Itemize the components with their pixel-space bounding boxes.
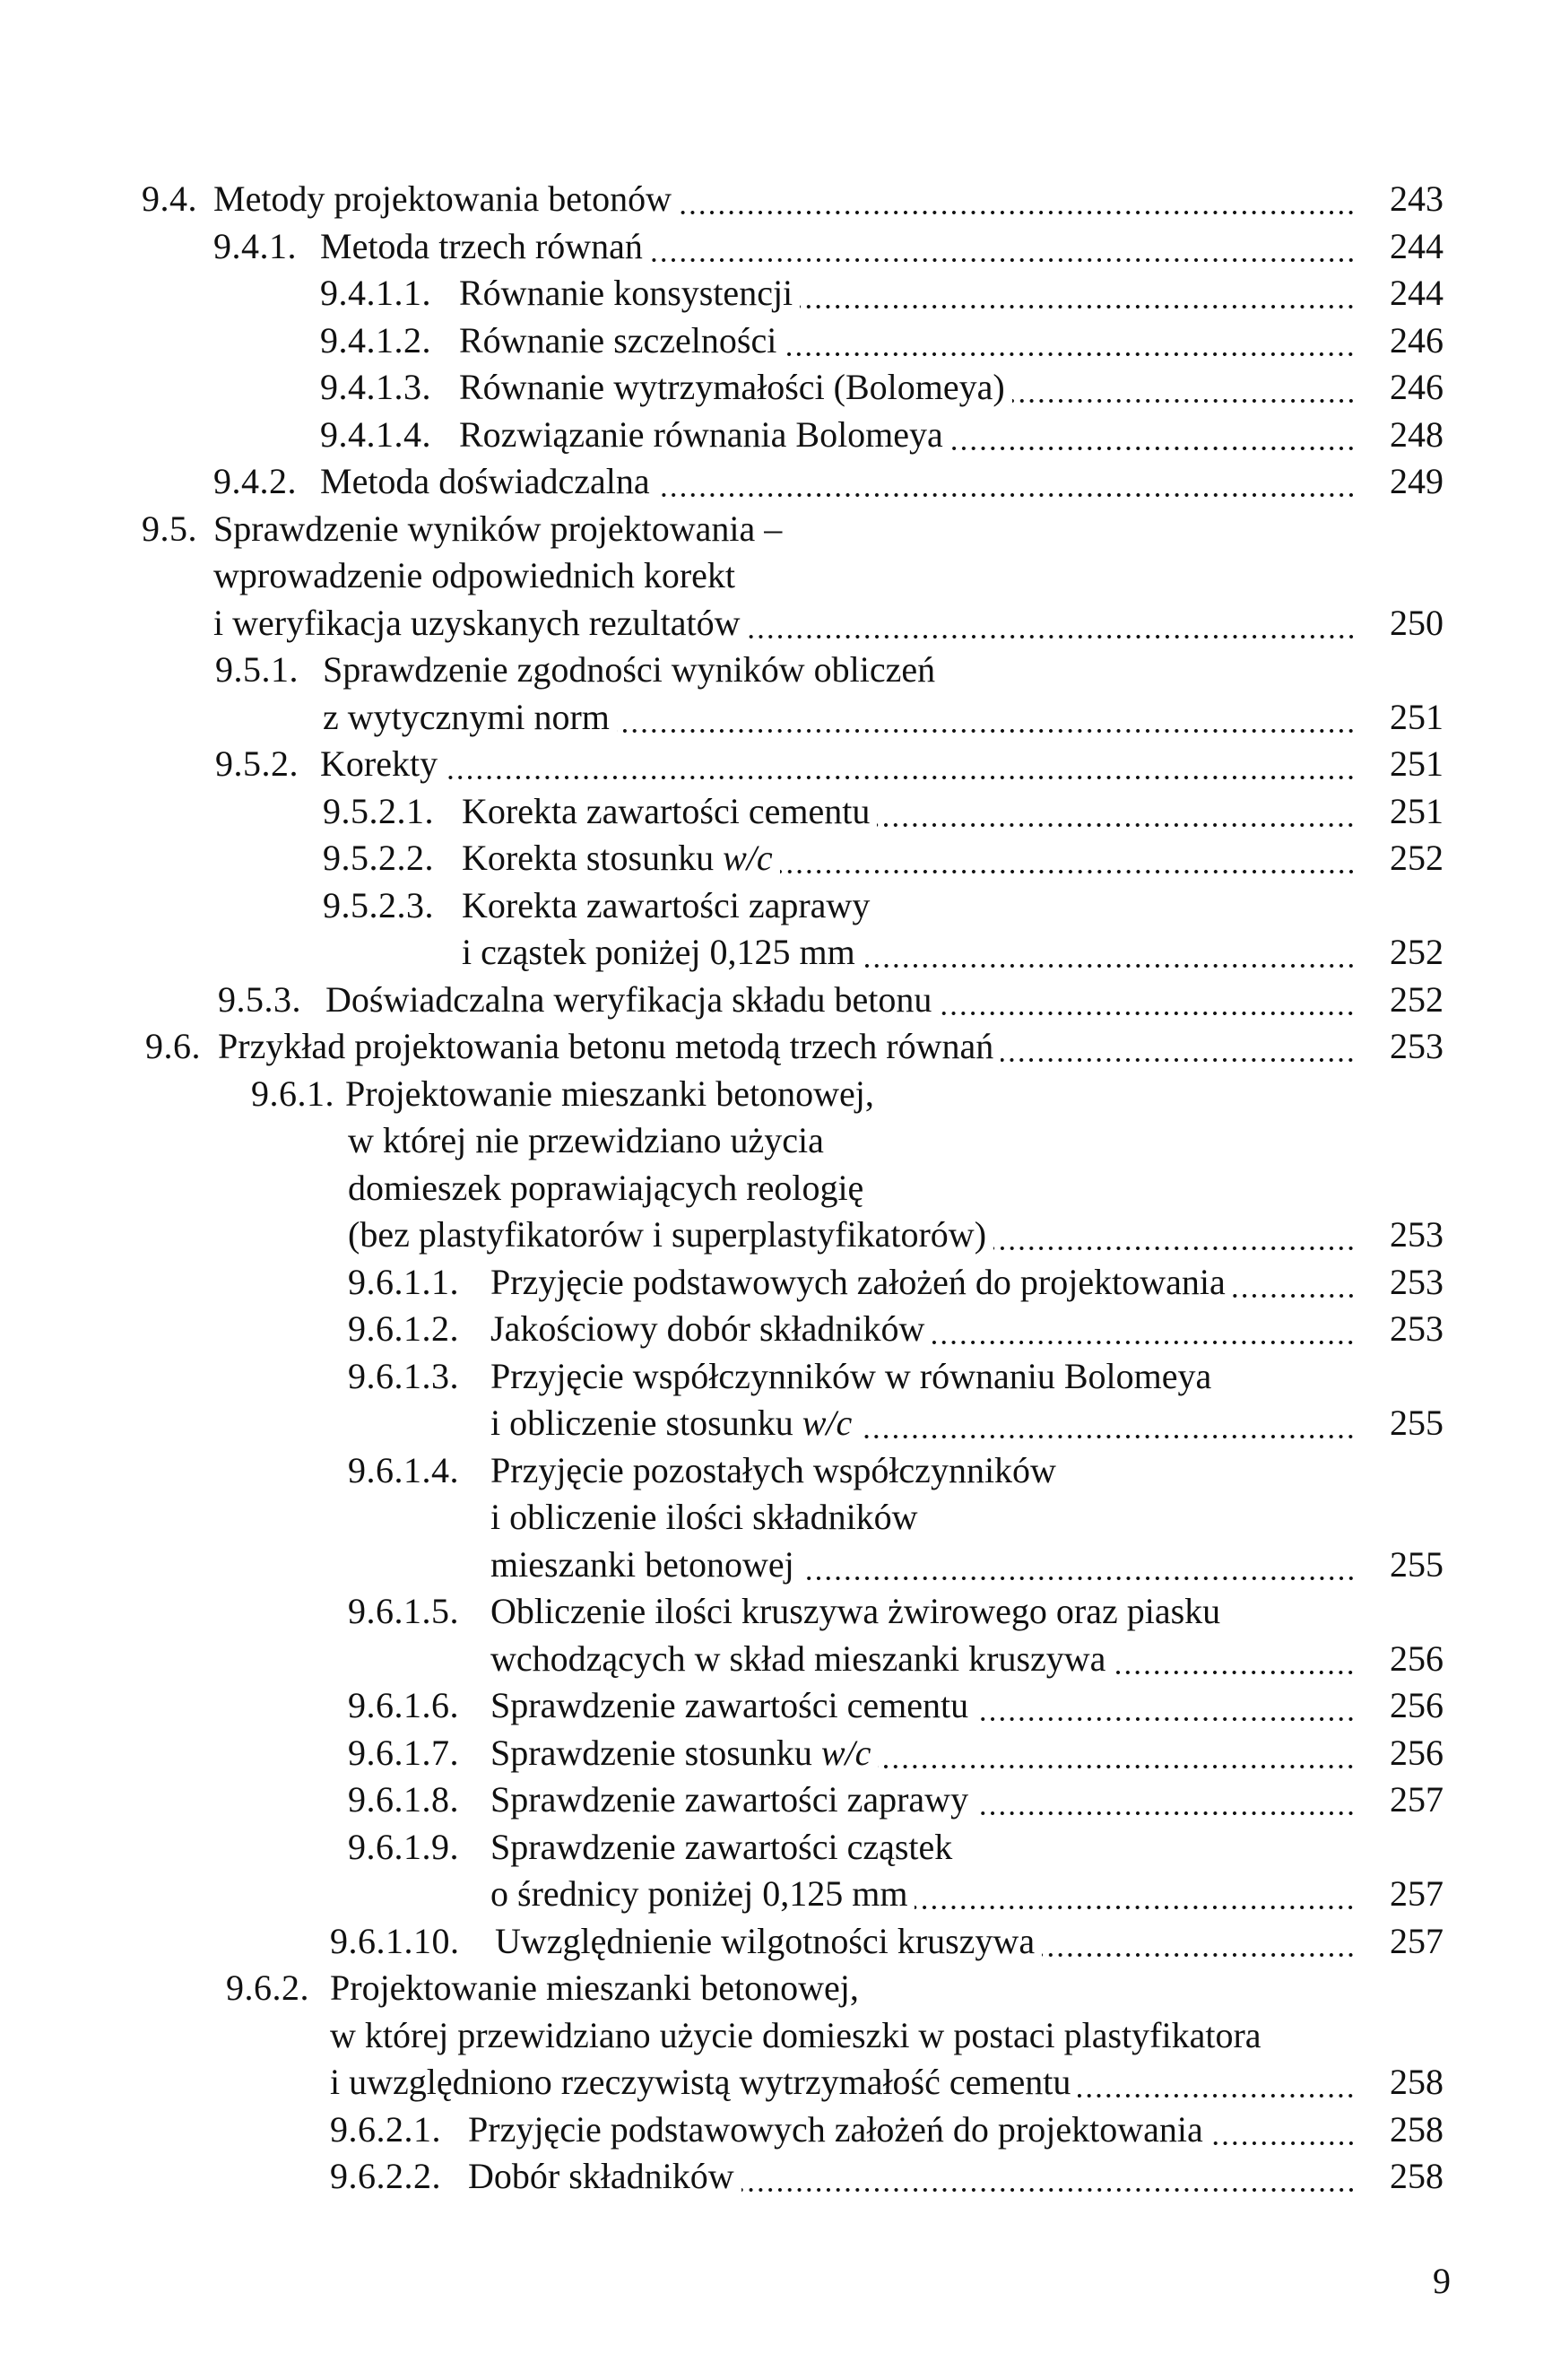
section-number: 9.4.1.2. <box>320 320 431 360</box>
dot-leader <box>863 934 1356 970</box>
section-title <box>459 320 777 360</box>
toc-entry[interactable] <box>0 461 1552 501</box>
section-number: 9.6.1. <box>251 1073 334 1114</box>
dot-leader <box>445 746 1356 782</box>
toc-entry-continuation[interactable] <box>0 1544 1552 1585</box>
toc-entry-continuation[interactable] <box>0 1170 1552 1206</box>
section-title <box>490 1873 908 1914</box>
section-title-text: o średnicy poniżej 0,125 mm <box>490 1873 908 1914</box>
section-number: 9.4.1.1. <box>320 273 431 313</box>
section-number: 9.6.1.10. <box>330 1921 460 1961</box>
section-title-text: Przyjęcie pozostałych współczynników <box>490 1450 1056 1490</box>
section-number: 9.6.1.5. <box>348 1591 459 1631</box>
toc-entry[interactable] <box>0 1779 1552 1820</box>
section-title-text: i cząstek poniżej 0,125 mm <box>462 932 855 972</box>
section-title <box>490 1264 1226 1300</box>
page-reference: 257 <box>1390 1921 1444 1961</box>
section-title <box>459 414 943 455</box>
dot-leader <box>657 464 1356 499</box>
section-title-text: Metoda trzech równań <box>320 226 643 266</box>
toc-entry-continuation[interactable] <box>0 934 1552 970</box>
section-title <box>462 934 855 970</box>
section-number: 9.6.1.4. <box>348 1450 459 1490</box>
dot-leader <box>1012 369 1356 405</box>
section-title <box>490 1450 1056 1490</box>
toc-entry[interactable] <box>0 1829 1552 1865</box>
toc-entry[interactable] <box>0 1450 1552 1490</box>
section-number: 9.5.2.3. <box>323 885 434 925</box>
section-number: 9.6.1.6. <box>348 1685 459 1725</box>
page-reference: 252 <box>1390 932 1444 972</box>
ratio-symbol: w/c <box>820 1733 871 1773</box>
section-title <box>213 555 736 595</box>
page-reference: 244 <box>1390 273 1444 313</box>
section-title-text: Równanie szczelności <box>459 320 777 360</box>
dot-leader <box>650 229 1356 265</box>
section-number: 9.4.1.4. <box>320 414 431 455</box>
section-title <box>490 1405 852 1441</box>
page-reference: 257 <box>1390 1779 1444 1820</box>
toc-entry[interactable] <box>0 2109 1552 2150</box>
toc-entry-continuation[interactable] <box>0 1873 1552 1914</box>
page-reference: 252 <box>1390 979 1444 1020</box>
toc-entry[interactable] <box>0 1735 1552 1771</box>
page-reference: 246 <box>1390 367 1444 407</box>
section-number: 9.4.1.3. <box>320 367 431 407</box>
section-title-text: Rozwiązanie równania Bolomeya <box>459 414 943 455</box>
ratio-symbol: w/c <box>802 1403 853 1443</box>
section-number: 9.5.1. <box>215 649 299 690</box>
section-title <box>490 1829 952 1865</box>
section-title <box>490 1591 1221 1631</box>
section-title <box>348 1170 863 1206</box>
section-title <box>490 1685 969 1725</box>
section-title-text: Korekta zawartości zaprawy <box>462 885 871 925</box>
section-number: 9.4.1. <box>213 226 297 266</box>
section-title-text: Projektowanie mieszanki betonowej, <box>330 1967 859 2008</box>
page-reference: 256 <box>1390 1685 1444 1725</box>
section-title <box>345 1073 874 1114</box>
page-reference: 244 <box>1390 226 1444 266</box>
section-title-text: Przyjęcie współczynników w równaniu Bolomeya <box>490 1356 1212 1396</box>
section-title <box>490 1779 969 1820</box>
toc-entry[interactable] <box>0 1591 1552 1631</box>
page-reference: 253 <box>1390 1308 1444 1349</box>
toc-entry[interactable] <box>0 1073 1552 1114</box>
section-number: 9.5.2.2. <box>323 838 434 878</box>
toc-entry[interactable] <box>0 743 1552 784</box>
section-number: 9.6.2. <box>226 1967 309 2008</box>
section-number: 9.6.1.9. <box>348 1827 459 1867</box>
toc-entry[interactable] <box>0 1264 1552 1300</box>
section-number: 9.6.1.1. <box>348 1262 459 1302</box>
dot-leader <box>800 275 1356 311</box>
toc-entry[interactable] <box>0 226 1552 266</box>
section-title <box>490 1735 871 1771</box>
dot-leader <box>939 982 1356 1018</box>
page-reference: 257 <box>1390 1873 1444 1914</box>
section-title-text: Metoda doświadczalna <box>320 461 650 501</box>
section-number: 9.4. <box>142 178 197 219</box>
page-number: 9 <box>1433 2261 1451 2301</box>
section-title-text: z wytycznymi norm <box>323 697 610 737</box>
dot-leader <box>915 1876 1356 1912</box>
dot-leader <box>932 1311 1356 1347</box>
page-reference: 250 <box>1390 603 1444 643</box>
toc-entry[interactable] <box>0 508 1552 549</box>
dot-leader <box>993 1217 1356 1253</box>
section-title-text: Równanie konsystencji <box>459 273 793 313</box>
page-reference: 253 <box>1390 1026 1444 1066</box>
page-reference: 248 <box>1390 414 1444 455</box>
page-reference: 255 <box>1390 1403 1444 1443</box>
toc-entry[interactable] <box>0 1308 1552 1349</box>
dot-leader <box>877 794 1356 830</box>
section-title-text: mieszanki betonowej <box>490 1544 794 1585</box>
toc-entry-continuation[interactable] <box>0 605 1552 641</box>
section-number: 9.6. <box>145 1026 201 1066</box>
toc-entry[interactable] <box>0 1026 1552 1066</box>
section-title <box>462 791 871 831</box>
toc-entry[interactable] <box>0 1967 1552 2008</box>
section-number: 9.6.1.7. <box>348 1733 459 1773</box>
section-title-text: Jakościowy dobór składników <box>490 1308 925 1349</box>
section-title <box>495 1921 1036 1961</box>
section-title <box>490 1356 1212 1396</box>
section-title-text: (bez plastyfikatorów i superplastyfikatorów) <box>348 1214 987 1255</box>
page-reference: 252 <box>1390 838 1444 878</box>
page-reference: 249 <box>1390 461 1444 501</box>
page-reference: 255 <box>1390 1544 1444 1585</box>
section-title-text: w której nie przewidziano użycia <box>348 1120 824 1160</box>
section-title-text: Dobór składników <box>468 2156 734 2196</box>
toc-entry[interactable] <box>0 1921 1552 1961</box>
dot-leader <box>617 699 1356 735</box>
toc-entry[interactable] <box>0 178 1552 219</box>
section-title <box>323 649 936 690</box>
section-title-text: Korekty <box>320 743 438 784</box>
section-title <box>320 226 643 266</box>
toc-entry-continuation[interactable] <box>0 2064 1552 2100</box>
section-title-text: Sprawdzenie stosunku <box>490 1733 812 1773</box>
section-title-text: Przyjęcie podstawowych założeń do projektowania <box>468 2109 1203 2150</box>
page-reference: 246 <box>1390 320 1444 360</box>
toc-entry-continuation[interactable] <box>0 1499 1552 1535</box>
section-title-text: w której przewidziano użycie domieszki w postaci plastyfikatora <box>330 2015 1262 2055</box>
section-title-text: Sprawdzenie wyników projektowania – <box>213 508 783 549</box>
toc-entry[interactable] <box>0 791 1552 831</box>
section-number: 9.4.2. <box>213 461 297 501</box>
toc-entry[interactable] <box>0 275 1552 311</box>
section-title <box>348 1214 987 1255</box>
toc-entry[interactable] <box>0 885 1552 925</box>
dot-leader <box>1042 1924 1356 1959</box>
section-title-text: i weryfikacja uzyskanych rezultatów <box>213 603 741 643</box>
toc-entry[interactable] <box>0 320 1552 360</box>
section-title-text: i obliczenie ilości składników <box>490 1497 918 1537</box>
toc-entry[interactable] <box>0 840 1552 876</box>
dot-leader <box>950 417 1356 453</box>
page-reference: 258 <box>1390 2156 1444 2196</box>
dot-leader <box>802 1547 1356 1583</box>
dot-leader <box>741 2159 1356 2194</box>
toc-entry-continuation[interactable] <box>0 1120 1552 1160</box>
section-title <box>490 1308 925 1349</box>
page-reference: 256 <box>1390 1638 1444 1679</box>
page-reference: 243 <box>1390 178 1444 219</box>
page-reference: 251 <box>1390 743 1444 784</box>
toc-entry[interactable] <box>0 414 1552 455</box>
section-title <box>213 178 672 219</box>
section-title <box>325 979 932 1020</box>
toc-entry[interactable] <box>0 1356 1552 1396</box>
toc-entry-continuation[interactable] <box>0 1405 1552 1441</box>
section-title <box>218 1026 994 1066</box>
toc-entry-continuation[interactable] <box>0 1214 1552 1255</box>
dot-leader <box>975 1782 1356 1818</box>
toc-entry[interactable] <box>0 2156 1552 2196</box>
section-title-text: Przyjęcie podstawowych założeń do projektowania <box>490 1262 1226 1302</box>
section-title-text: Sprawdzenie zawartości cząstek <box>490 1827 953 1867</box>
section-title-text: Uwzględnienie wilgotności kruszywa <box>495 1921 1036 1961</box>
page-reference: 251 <box>1390 791 1444 831</box>
ratio-symbol: w/c <box>723 838 773 878</box>
section-title-text: Przykład projektowania betonu metodą trzech równań <box>218 1026 994 1066</box>
section-title <box>459 369 1005 405</box>
dot-leader <box>748 605 1356 641</box>
dot-leader <box>679 181 1356 217</box>
toc-entry[interactable] <box>0 369 1552 405</box>
page-reference: 253 <box>1390 1214 1444 1255</box>
section-title-text: Obliczenie ilości kruszywa żwirowego oraz piasku <box>490 1591 1221 1631</box>
toc-entry[interactable] <box>0 649 1552 690</box>
section-number: 9.6.1.8. <box>348 1779 459 1820</box>
section-title-text: Doświadczalna weryfikacja składu betonu <box>325 979 932 1020</box>
section-title <box>468 2109 1203 2150</box>
dot-leader <box>1210 2112 1356 2148</box>
page-reference: 258 <box>1390 2062 1444 2102</box>
section-title <box>330 2015 1262 2055</box>
section-title <box>330 2064 1071 2100</box>
section-title-text: Korekta stosunku <box>462 838 715 878</box>
section-title-text: Równanie wytrzymałości (Bolomeya) <box>459 367 1005 407</box>
dot-leader <box>859 1405 1356 1441</box>
section-title-text: Projektowanie mieszanki betonowej, <box>345 1073 874 1114</box>
section-number: 9.6.2.2. <box>330 2156 441 2196</box>
toc-entry-continuation[interactable] <box>0 2015 1552 2055</box>
dot-leader <box>1113 1641 1356 1677</box>
section-number: 9.6.2.1. <box>330 2109 441 2150</box>
section-title-text: Korekta zawartości cementu <box>462 791 871 831</box>
page-reference: 253 <box>1390 1262 1444 1302</box>
section-title-text: Sprawdzenie zawartości cementu <box>490 1685 969 1725</box>
toc-entry[interactable] <box>0 979 1552 1020</box>
section-title-text: i obliczenie stosunku <box>490 1403 793 1443</box>
section-number: 9.6.1.2. <box>348 1308 459 1349</box>
section-title <box>490 1544 794 1585</box>
section-number: 9.5. <box>142 508 197 549</box>
section-title-text: wprowadzenie odpowiednich korekt <box>213 555 736 595</box>
section-title <box>490 1499 918 1535</box>
section-number: 9.5.3. <box>218 979 301 1020</box>
toc-entry[interactable] <box>0 1685 1552 1725</box>
section-title <box>462 840 773 876</box>
section-title <box>468 2156 734 2196</box>
page-reference: 256 <box>1390 1733 1444 1773</box>
section-title <box>323 699 610 735</box>
section-title-text: wchodzących w skład mieszanki kruszywa <box>490 1638 1106 1679</box>
section-number: 9.6.1.3. <box>348 1356 459 1396</box>
dot-leader <box>1001 1029 1356 1064</box>
section-number: 9.5.2. <box>215 743 299 784</box>
dot-leader <box>878 1735 1356 1771</box>
page-reference: 251 <box>1390 697 1444 737</box>
dot-leader <box>784 323 1356 359</box>
section-title <box>330 1967 859 2008</box>
section-title <box>490 1638 1106 1679</box>
section-title <box>320 461 650 501</box>
section-number: 9.5.2.1. <box>323 791 434 831</box>
dot-leader <box>1233 1264 1356 1300</box>
toc-entry-continuation[interactable] <box>0 1638 1552 1679</box>
section-title-text: Metody projektowania betonów <box>213 178 672 219</box>
section-title <box>213 605 741 641</box>
section-title <box>459 275 793 311</box>
toc-entry-continuation[interactable] <box>0 699 1552 735</box>
toc-entry-continuation[interactable] <box>0 555 1552 595</box>
section-title-text: Sprawdzenie zawartości zaprawy <box>490 1779 969 1820</box>
section-title-text: i uwzględniono rzeczywistą wytrzymałość cementu <box>330 2062 1071 2102</box>
section-title <box>462 885 871 925</box>
section-title-text: domieszek poprawiających reologię <box>348 1168 864 1208</box>
section-title <box>213 508 783 549</box>
section-title-text: Sprawdzenie zgodności wyników obliczeń <box>323 649 936 690</box>
dot-leader <box>1078 2064 1356 2100</box>
dot-leader <box>780 840 1356 876</box>
page-reference: 258 <box>1390 2109 1444 2150</box>
section-title <box>320 743 438 784</box>
section-title <box>348 1120 824 1160</box>
dot-leader <box>975 1688 1356 1724</box>
